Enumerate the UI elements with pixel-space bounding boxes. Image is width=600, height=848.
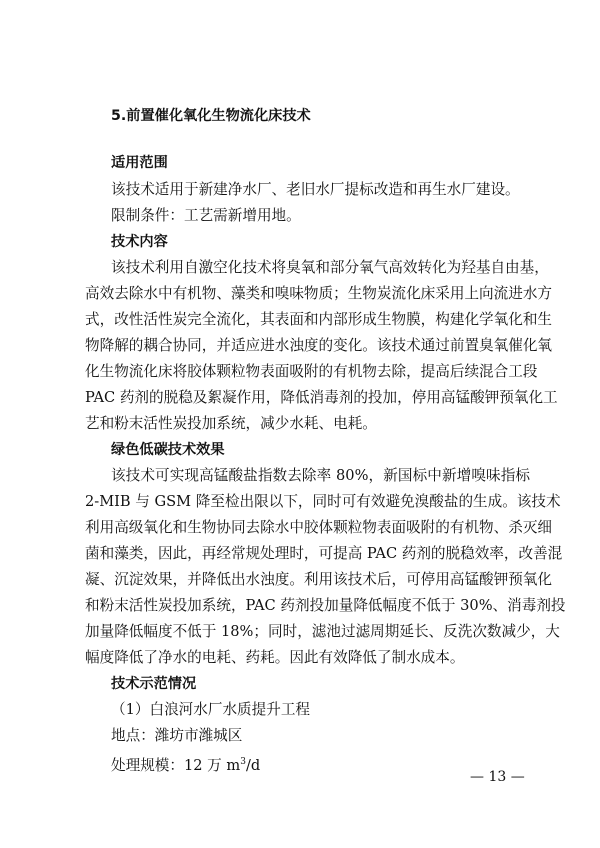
paragraph-line: 该技术适用于新建净水厂、老旧水厂提标改造和再生水厂建设。 <box>111 181 520 198</box>
page-number: — 13 — <box>470 769 525 785</box>
heading-content: 技术内容 <box>111 234 168 250</box>
paragraph-line: 菌和藻类，因此，再经常规处理时，可提高 PAC 药剂的脱稳效率，改善混 <box>85 545 563 562</box>
heading-effect: 绿色低碳技术效果 <box>111 442 225 458</box>
paragraph-line: 化生物流化床将胶体颗粒物表面吸附的有机物去除，提高后续混合工段 <box>85 363 538 380</box>
paragraph-line: 高效去除水中有机物、藻类和嗅味物质；生物炭流化床采用上向流进水方 <box>85 285 553 302</box>
paragraph-line: 限制条件：工艺需新增用地。 <box>111 207 301 224</box>
demo-scale-prefix: 处理规模：12 万 m <box>111 756 241 774</box>
paragraph-line: 2-MIB 与 GSM 降至检出限以下，同时可有效避免溴酸盐的生成。该技术 <box>85 493 561 510</box>
paragraph-line: PAC 药剂的脱稳及絮凝作用，降低消毒剂的投加，停用高锰酸钾预氧化工 <box>85 389 558 406</box>
demo-location: 地点：潍坊市潍城区 <box>111 727 243 744</box>
demo-scale <box>111 753 530 775</box>
paragraph-line: 加量降低幅度不低于 18%；同时，滤池过滤周期延长、反洗次数减少，大 <box>85 623 560 640</box>
heading-scope: 适用范围 <box>111 155 168 171</box>
demo-scale-superscript: 3 <box>240 757 246 767</box>
paragraph-line: 艺和粉末活性炭投加系统，减少水耗、电耗。 <box>85 415 377 432</box>
heading-demo: 技术示范情况 <box>111 676 197 692</box>
paragraph-line: 该技术利用自激空化技术将臭氧和部分氧气高效转化为羟基自由基， <box>111 259 549 276</box>
paragraph-line: 该技术可实现高锰酸盐指数去除率 80%，新国标中新增嗅味指标 <box>111 467 530 484</box>
section-title: 5.前置催化氧化生物流化床技术 <box>111 108 311 124</box>
paragraph-line: 利用高级氧化和生物协同去除水中胶体颗粒物表面吸附的有机物、杀灭细 <box>85 519 553 536</box>
paragraph-line: 幅度降低了净水的电耗、药耗。因此有效降低了制水成本。 <box>85 649 465 666</box>
paragraph-line: 物降解的耦合协同，并适应进水浊度的变化。该技术通过前置臭氧催化氧 <box>85 337 553 354</box>
paragraph-line: 式，改性活性炭完全流化，其表面和内部形成生物膜，构建化学氧化和生 <box>85 311 553 328</box>
demo-scale-suffix: /d <box>245 756 261 774</box>
paragraph-line: 和粉末活性炭投加系统，PAC 药剂投加量降低幅度不低于 30%、消毒剂投 <box>85 597 566 614</box>
paragraph-line: 凝、沉淀效果，并降低出水浊度。利用该技术后，可停用高锰酸钾预氧化 <box>85 571 553 588</box>
demo-project: （1）白浪河水厂水质提升工程 <box>111 701 311 718</box>
